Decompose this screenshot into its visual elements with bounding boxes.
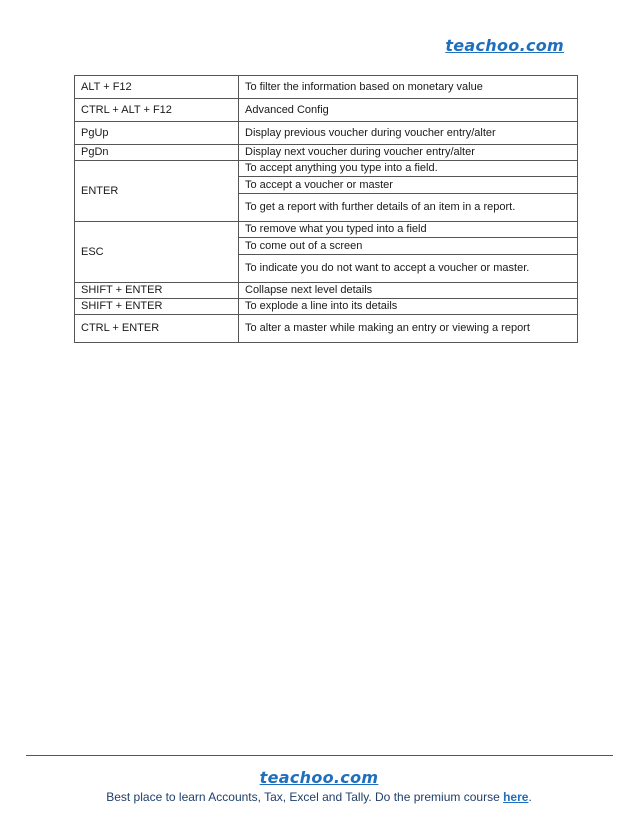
shortcut-description: To come out of a screen <box>239 238 578 255</box>
footer-tagline <box>0 790 638 804</box>
shortcut-key: PgUp <box>75 122 239 145</box>
shortcut-description: To filter the information based on monetary value <box>239 76 578 99</box>
table-row <box>75 99 578 122</box>
table-row <box>75 161 578 177</box>
table-row <box>75 299 578 315</box>
header-logo[interactable]: teachoo.com <box>445 36 564 55</box>
shortcut-key: PgDn <box>75 145 239 161</box>
shortcut-description: To alter a master while making an entry or viewing a report <box>239 315 578 343</box>
shortcut-key: CTRL + ENTER <box>75 315 239 343</box>
shortcut-key: ALT + F12 <box>75 76 239 99</box>
shortcut-key: SHIFT + ENTER <box>75 299 239 315</box>
shortcut-description: Display previous voucher during voucher entry/alter <box>239 122 578 145</box>
table-row <box>75 76 578 99</box>
premium-course-link[interactable]: here <box>503 790 529 804</box>
table-row <box>75 145 578 161</box>
shortcut-table <box>74 75 578 343</box>
footer-tagline-text: Best place to learn Accounts, Tax, Excel and Tally. Do the premium course <box>106 790 504 804</box>
shortcut-description: To remove what you typed into a field <box>239 222 578 238</box>
table-row <box>75 315 578 343</box>
footer-divider <box>26 755 613 756</box>
shortcut-key: ENTER <box>75 161 239 222</box>
shortcut-description: Display next voucher during voucher entry/alter <box>239 145 578 161</box>
shortcut-description: To indicate you do not want to accept a voucher or master. <box>239 255 578 283</box>
shortcut-key: SHIFT + ENTER <box>75 283 239 299</box>
shortcut-description: To accept anything you type into a field. <box>239 161 578 177</box>
shortcut-description: Advanced Config <box>239 99 578 122</box>
shortcut-description: To accept a voucher or master <box>239 177 578 194</box>
table-row <box>75 283 578 299</box>
footer-logo[interactable]: teachoo.com <box>259 768 379 787</box>
footer-tagline-end: . <box>528 790 532 804</box>
shortcut-description: To get a report with further details of an item in a report. <box>239 194 578 222</box>
shortcut-description: To explode a line into its details <box>239 299 578 315</box>
shortcut-key: CTRL + ALT + F12 <box>75 99 239 122</box>
shortcut-description: Collapse next level details <box>239 283 578 299</box>
shortcut-key: ESC <box>75 222 239 283</box>
table-row <box>75 222 578 238</box>
table-row <box>75 122 578 145</box>
